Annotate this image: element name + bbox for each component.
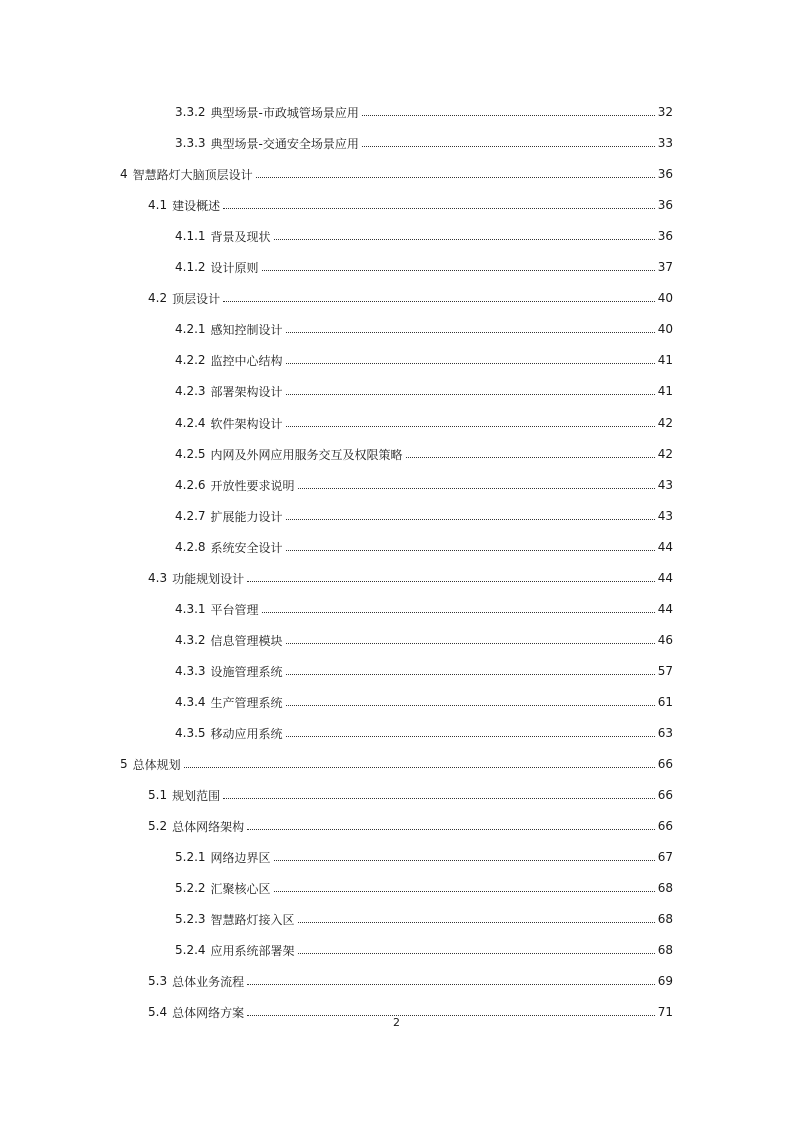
- toc-entry-number: 4.2.3: [175, 384, 206, 398]
- toc-entry[interactable]: [175, 381, 673, 401]
- toc-entry-title: 总体业务流程: [172, 974, 245, 989]
- toc-entry-title: 典型场景-交通安全场景应用: [210, 136, 359, 151]
- dot-leader: [286, 362, 655, 364]
- toc-entry-number: 4.2.5: [175, 447, 206, 461]
- dot-leader: [286, 393, 655, 395]
- toc-entry-page-number: 42: [657, 447, 673, 461]
- toc-entry-title: 顶层设计: [172, 291, 221, 306]
- toc-entry[interactable]: [175, 133, 673, 153]
- toc-entry-title: 总体网络架构: [172, 819, 245, 834]
- toc-entry-page-number: 43: [657, 478, 673, 492]
- toc-entry-title: 扩展能力设计: [210, 509, 283, 524]
- toc-entry-page-number: 67: [657, 850, 673, 864]
- toc-entry[interactable]: [148, 568, 673, 588]
- toc-entry-title: 规划范围: [172, 788, 221, 803]
- toc-entry-page-number: 68: [657, 912, 673, 926]
- dot-leader: [298, 487, 655, 489]
- dot-leader: [274, 859, 655, 861]
- dot-leader: [274, 890, 655, 892]
- toc-entry-number: 5.2.3: [175, 912, 206, 926]
- toc-entry-page-number: 41: [657, 353, 673, 367]
- toc-entry-number: 4.3.1: [175, 602, 206, 616]
- toc-entry[interactable]: [175, 475, 673, 495]
- toc-entry-title: 智慧路灯大脑顶层设计: [132, 167, 253, 182]
- toc-entry[interactable]: [175, 102, 673, 122]
- toc-entry[interactable]: [175, 257, 673, 277]
- toc-entry[interactable]: [148, 785, 673, 805]
- dot-leader: [247, 828, 655, 830]
- toc-entry-number: 3.3.2: [175, 105, 206, 119]
- toc-entry[interactable]: [175, 319, 673, 339]
- toc-entry[interactable]: [175, 878, 673, 898]
- dot-leader: [286, 673, 655, 675]
- toc-entry-page-number: 37: [657, 260, 673, 274]
- toc-entry-number: 4.1.1: [175, 229, 206, 243]
- toc-entry-title: 生产管理系统: [210, 695, 283, 710]
- toc-entry[interactable]: [120, 754, 673, 774]
- toc-entry[interactable]: [148, 816, 673, 836]
- toc-entry-page-number: 36: [657, 229, 673, 243]
- toc-entry-number: 4.2.1: [175, 322, 206, 336]
- toc-entry[interactable]: [175, 350, 673, 370]
- dot-leader: [286, 331, 655, 333]
- dot-leader: [298, 952, 655, 954]
- dot-leader: [262, 611, 655, 613]
- toc-entry[interactable]: [175, 599, 673, 619]
- toc-entry[interactable]: [175, 847, 673, 867]
- toc-entry-title: 监控中心结构: [210, 353, 283, 368]
- toc-entry-title: 软件架构设计: [210, 416, 283, 431]
- toc-entry-number: 3.3.3: [175, 136, 206, 150]
- dot-leader: [286, 549, 655, 551]
- toc-entry-page-number: 63: [657, 726, 673, 740]
- toc-entry[interactable]: [120, 164, 673, 184]
- dot-leader: [262, 269, 655, 271]
- toc-entry[interactable]: [148, 971, 673, 991]
- toc-entry-title: 网络边界区: [210, 850, 271, 865]
- dot-leader: [286, 735, 655, 737]
- toc-entry-title: 背景及现状: [210, 229, 271, 244]
- toc-entry-page-number: 61: [657, 695, 673, 709]
- dot-leader: [256, 176, 655, 178]
- toc-entry-title: 设施管理系统: [210, 664, 283, 679]
- dot-leader: [286, 704, 655, 706]
- dot-leader: [286, 425, 655, 427]
- toc-entry[interactable]: [175, 226, 673, 246]
- dot-leader: [274, 238, 655, 240]
- toc-entry-page-number: 44: [657, 602, 673, 616]
- toc-entry-title: 建设概述: [172, 198, 221, 213]
- toc-entry-number: 4.2: [148, 291, 168, 305]
- toc-entry-number: 4.2.7: [175, 509, 206, 523]
- toc-entry-title: 汇聚核心区: [210, 881, 271, 896]
- toc-entry-page-number: 41: [657, 384, 673, 398]
- toc-entry-number: 4.2.8: [175, 540, 206, 554]
- toc-entry-page-number: 57: [657, 664, 673, 678]
- toc-entry-page-number: 68: [657, 943, 673, 957]
- toc-entry-title: 应用系统部署架: [210, 943, 295, 958]
- dot-leader: [223, 300, 655, 302]
- dot-leader: [223, 797, 655, 799]
- toc-entry[interactable]: [175, 413, 673, 433]
- toc-entry[interactable]: [175, 723, 673, 743]
- toc-entry[interactable]: [148, 288, 673, 308]
- toc-entry-page-number: 66: [657, 819, 673, 833]
- toc-entry-number: 4.3.3: [175, 664, 206, 678]
- toc-entry-number: 5: [120, 757, 128, 771]
- toc-entry-title: 设计原则: [210, 260, 259, 275]
- toc-entry-number: 4.2.2: [175, 353, 206, 367]
- toc-entry-title: 部署架构设计: [210, 384, 283, 399]
- toc-entry-page-number: 43: [657, 509, 673, 523]
- toc-entry-number: 5.2.2: [175, 881, 206, 895]
- toc-entry-page-number: 36: [657, 167, 673, 181]
- toc-entry-number: 5.2.4: [175, 943, 206, 957]
- toc-entry-number: 5.1: [148, 788, 168, 802]
- toc-entry-number: 4.2.6: [175, 478, 206, 492]
- toc-entry-number: 5.2: [148, 819, 168, 833]
- toc-entry-page-number: 40: [657, 291, 673, 305]
- toc-entry-number: 4.3.5: [175, 726, 206, 740]
- toc-entry-number: 4.3.2: [175, 633, 206, 647]
- dot-leader: [362, 145, 655, 147]
- toc-entry-title: 开放性要求说明: [210, 478, 295, 493]
- toc-entry-number: 4.1.2: [175, 260, 206, 274]
- dot-leader: [247, 983, 655, 985]
- dot-leader: [223, 207, 655, 209]
- toc-entry-title: 平台管理: [210, 602, 259, 617]
- dot-leader: [286, 642, 655, 644]
- toc-entry-page-number: 44: [657, 540, 673, 554]
- toc-entry-number: 5.3: [148, 974, 168, 988]
- toc-entry[interactable]: [175, 444, 673, 464]
- toc-entry-number: 4.3.4: [175, 695, 206, 709]
- toc-entry[interactable]: [175, 537, 673, 557]
- toc-entry-title: 功能规划设计: [172, 571, 245, 586]
- toc-entry-number: 5.2.1: [175, 850, 206, 864]
- toc-entry-title: 智慧路灯接入区: [210, 912, 295, 927]
- toc-entry[interactable]: [175, 940, 673, 960]
- toc-entry[interactable]: [175, 692, 673, 712]
- toc-entry-page-number: 69: [657, 974, 673, 988]
- toc-entry-title: 典型场景-市政城管场景应用: [210, 105, 359, 120]
- toc-entry-page-number: 32: [657, 105, 673, 119]
- toc-entry-title: 总体规划: [132, 757, 181, 772]
- toc-entry-title: 内网及外网应用服务交互及权限策略: [210, 447, 403, 462]
- toc-entry[interactable]: [175, 661, 673, 681]
- toc-entry-title: 总体网络方案: [172, 1005, 245, 1020]
- toc-entry[interactable]: [175, 630, 673, 650]
- toc-entry[interactable]: [175, 909, 673, 929]
- toc-entry[interactable]: [148, 195, 673, 215]
- toc-entry-title: 移动应用系统: [210, 726, 283, 741]
- toc-entry-title: 感知控制设计: [210, 322, 283, 337]
- toc-entry-number: 4.3: [148, 571, 168, 585]
- toc-entry-title: 系统安全设计: [210, 540, 283, 555]
- toc-entry-number: 4.2.4: [175, 416, 206, 430]
- dot-leader: [406, 456, 655, 458]
- toc-entry-number: 4.1: [148, 198, 168, 212]
- toc-entry-page-number: 71: [657, 1005, 673, 1019]
- toc-entry-page-number: 66: [657, 788, 673, 802]
- toc-entry-page-number: 68: [657, 881, 673, 895]
- toc-entry-title: 信息管理模块: [210, 633, 283, 648]
- dot-leader: [298, 921, 655, 923]
- page-number: 2: [393, 1016, 400, 1029]
- toc-entry-page-number: 44: [657, 571, 673, 585]
- toc-entry-number: 4: [120, 167, 128, 181]
- dot-leader: [286, 518, 655, 520]
- toc-entry-page-number: 66: [657, 757, 673, 771]
- toc-entry-page-number: 36: [657, 198, 673, 212]
- toc-entry-page-number: 46: [657, 633, 673, 647]
- toc-entry-page-number: 40: [657, 322, 673, 336]
- toc-entry[interactable]: [175, 506, 673, 526]
- dot-leader: [362, 114, 655, 116]
- toc-entry-page-number: 33: [657, 136, 673, 150]
- toc-entry-number: 5.4: [148, 1005, 168, 1019]
- dot-leader: [247, 580, 655, 582]
- toc-entry-page-number: 42: [657, 416, 673, 430]
- dot-leader: [184, 766, 655, 768]
